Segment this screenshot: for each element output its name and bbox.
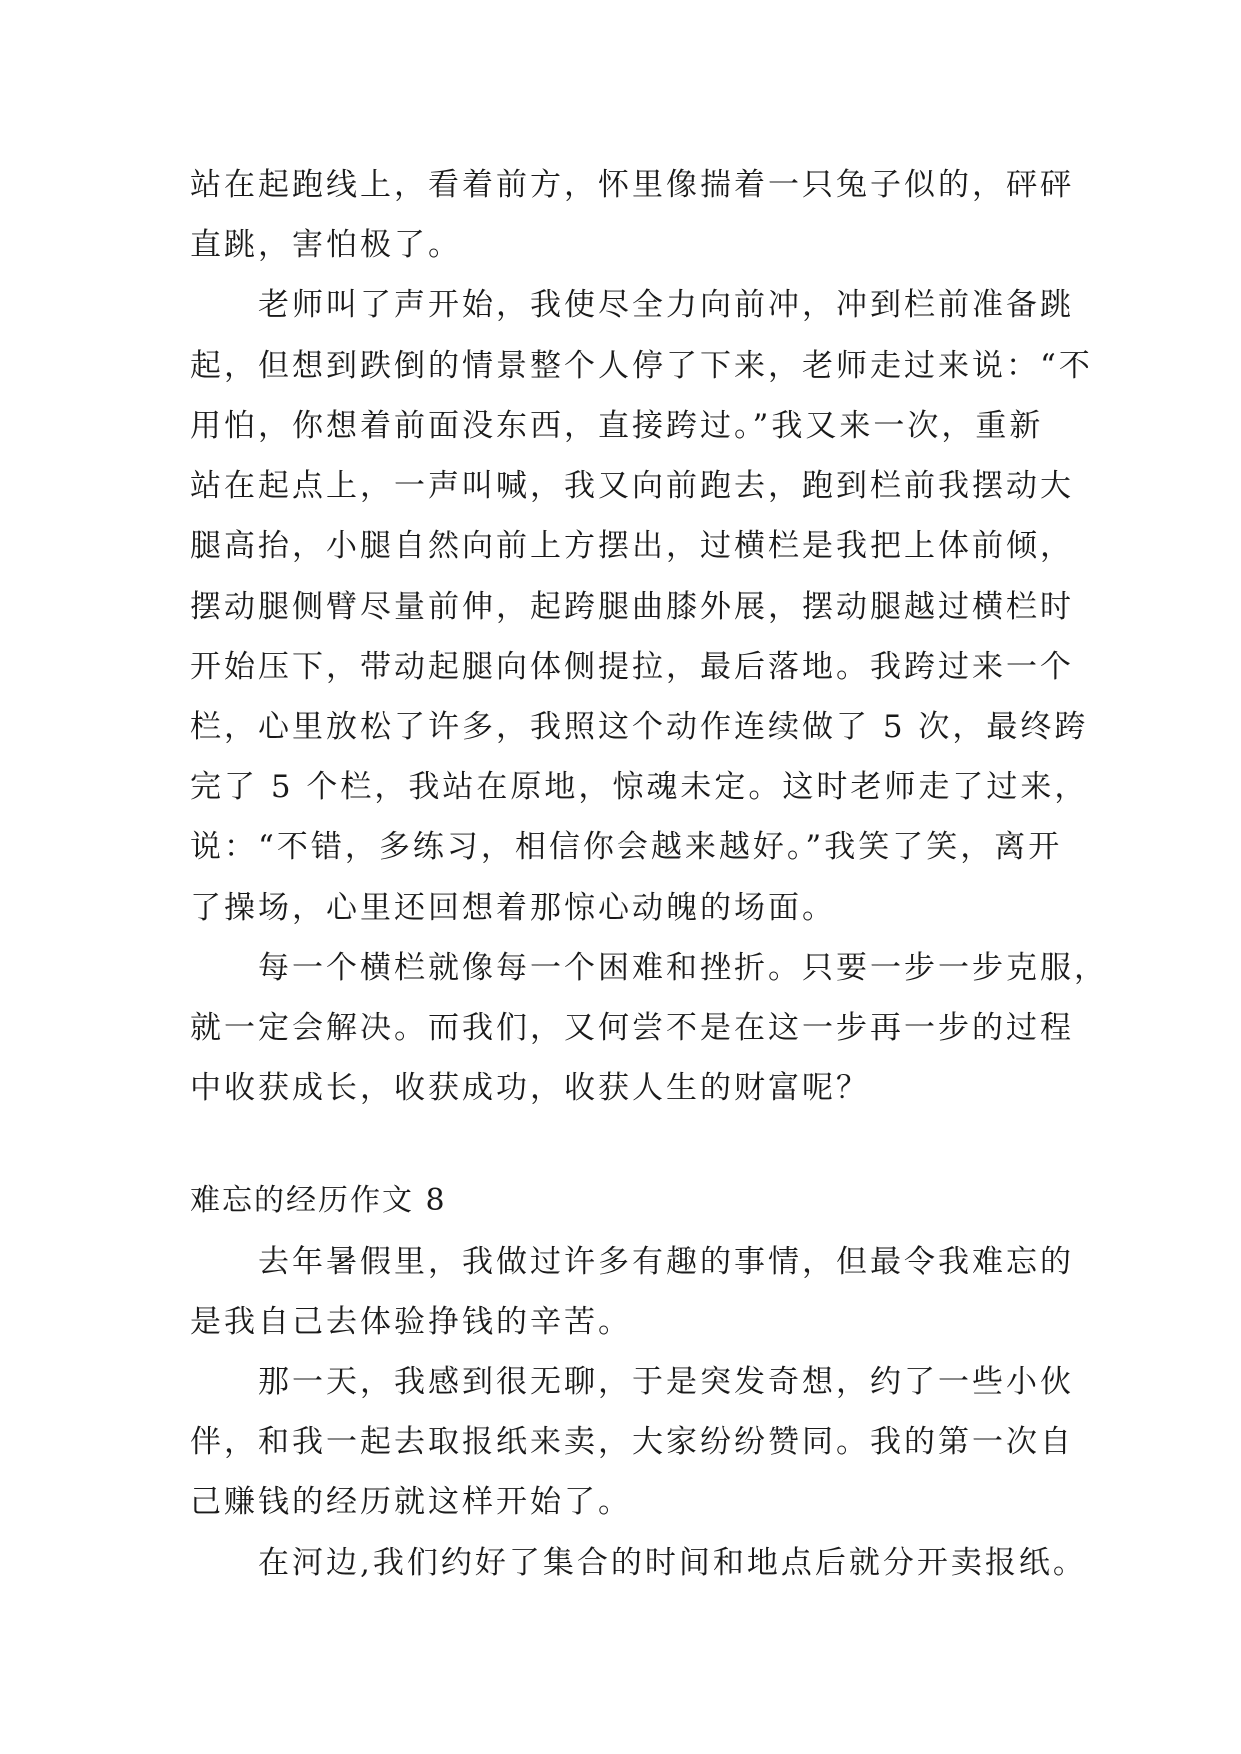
paragraph-line: 摆动腿侧臂尽量前伸，起跨腿曲膝外展，摆动腿越过横栏时 bbox=[190, 589, 1074, 625]
paragraph-line: 老师叫了声开始，我使尽全力向前冲，冲到栏前准备跳 bbox=[258, 287, 1074, 323]
paragraph-line: 说：“不错，多练习，相信你会越来越好。”我笑了笑，离开 bbox=[190, 829, 1063, 865]
paragraph-line: 就一定会解决。而我们，又何尝不是在这一步再一步的过程 bbox=[190, 1010, 1074, 1046]
paragraph-line: 每一个横栏就像每一个困难和挫折。只要一步一步克服， bbox=[258, 950, 1108, 986]
paragraph-line: 在河边,我们约好了集合的时间和地点后就分开卖报纸。 bbox=[258, 1545, 1087, 1581]
paragraph-line: 腿高抬，小腿自然向前上方摆出，过横栏是我把上体前倾， bbox=[190, 528, 1074, 564]
paragraph-line: 起，但想到跌倒的情景整个人停了下来，老师走过来说：“不 bbox=[190, 348, 1093, 384]
paragraph-line: 己赚钱的经历就这样开始了。 bbox=[190, 1484, 632, 1520]
paragraph-line: 直跳，害怕极了。 bbox=[190, 227, 462, 263]
section-title: 难忘的经历作文 8 bbox=[190, 1183, 447, 1218]
paragraph-line: 完了 5 个栏，我站在原地，惊魂未定。这时老师走了过来， bbox=[190, 769, 1089, 805]
paragraph-line: 中收获成长，收获成功，收获人生的财富呢？ bbox=[190, 1070, 870, 1106]
paragraph-line: 栏，心里放松了许多，我照这个动作连续做了 5 次，最终跨 bbox=[190, 709, 1089, 745]
paragraph-line: 伴，和我一起去取报纸来卖，大家纷纷赞同。我的第一次自 bbox=[190, 1424, 1074, 1460]
paragraph-line: 开始压下，带动起腿向体侧提拉，最后落地。我跨过来一个 bbox=[190, 649, 1074, 685]
paragraph-line: 了操场，心里还回想着那惊心动魄的场面。 bbox=[190, 890, 836, 926]
paragraph-line: 是我自己去体验挣钱的辛苦。 bbox=[190, 1304, 632, 1340]
paragraph-line: 那一天，我感到很无聊，于是突发奇想，约了一些小伙 bbox=[258, 1364, 1074, 1400]
paragraph-line: 站在起点上，一声叫喊，我又向前跑去，跑到栏前我摆动大 bbox=[190, 468, 1074, 504]
paragraph-line: 用怕，你想着前面没东西，直接跨过。”我又来一次，重新 bbox=[190, 408, 1044, 444]
paragraph-line: 去年暑假里，我做过许多有趣的事情，但最令我难忘的 bbox=[258, 1244, 1074, 1280]
paragraph-line: 站在起跑线上，看着前方，怀里像揣着一只兔子似的，砰砰 bbox=[190, 167, 1074, 203]
